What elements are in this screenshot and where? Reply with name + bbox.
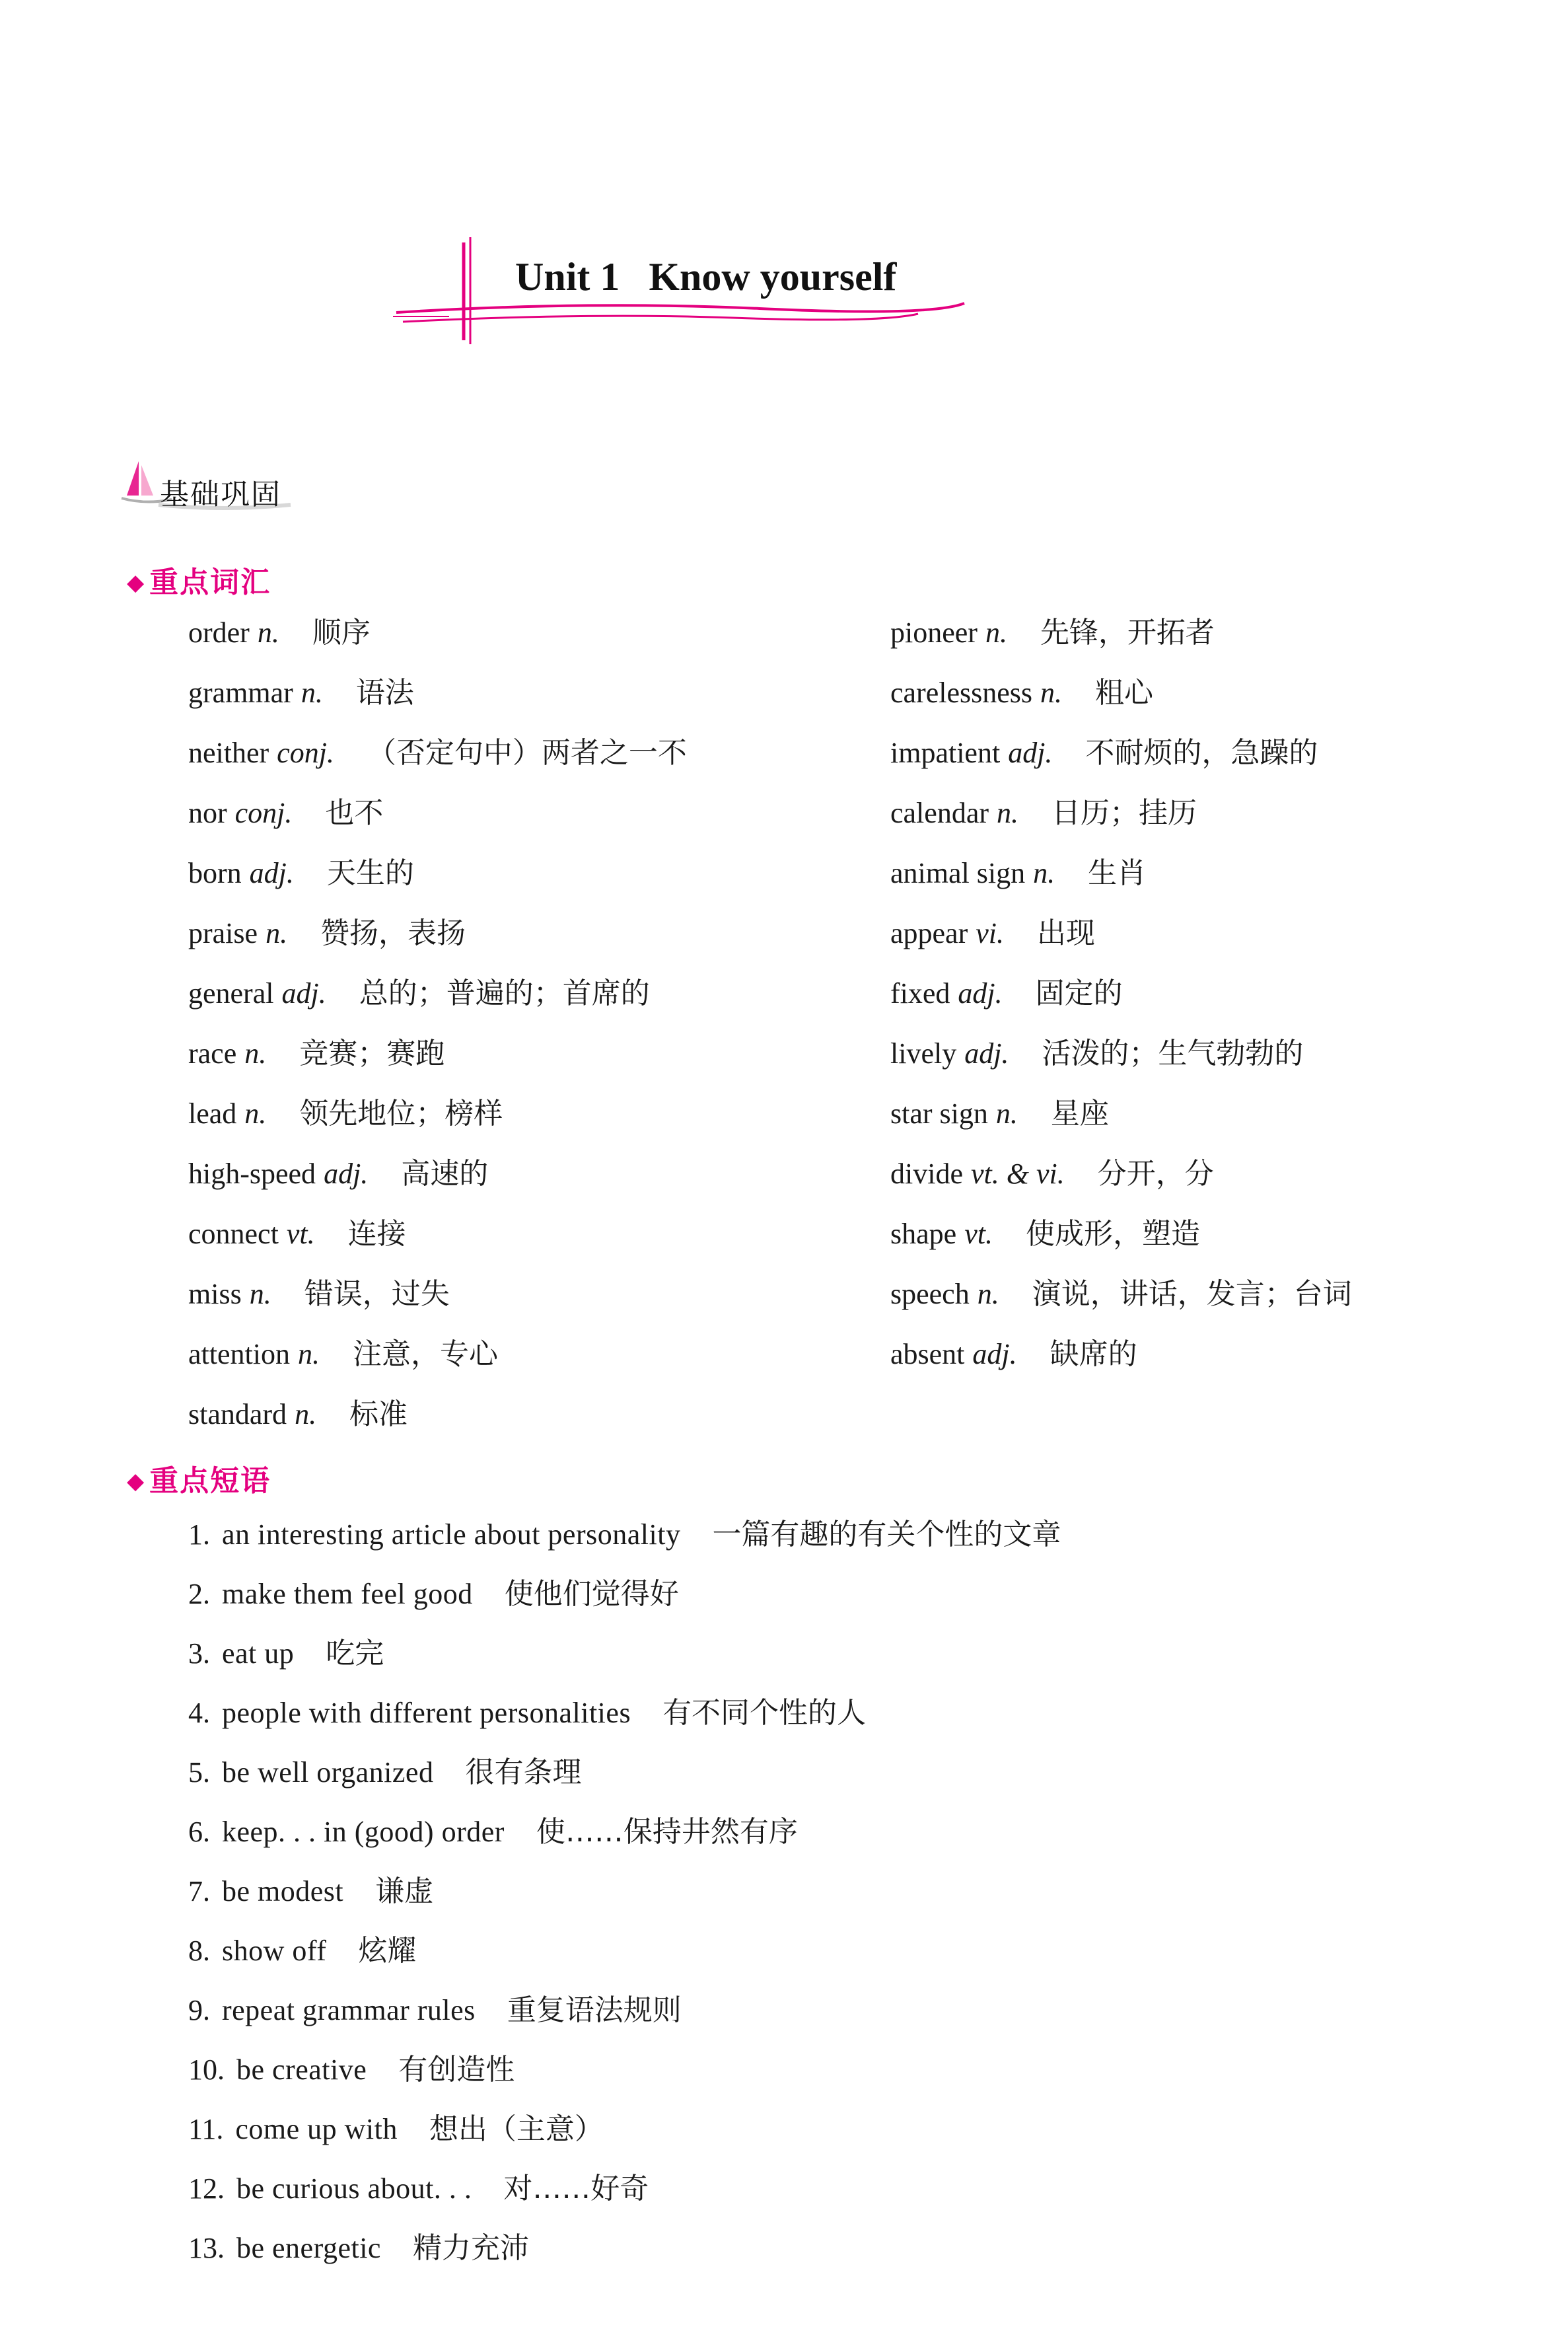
phrase-item: 4. people with different personalities 有不同个性的人 [188, 1696, 867, 1730]
vocab-left-column [188, 611, 687, 1453]
vocab-item: carelessness n. 粗心 [890, 676, 1154, 710]
unit-number: Unit 1 [515, 255, 620, 299]
vocab-item: standard n. 标准 [188, 1397, 408, 1431]
diamond-icon: ◆ [127, 570, 146, 596]
vocab-item: connect vt. 连接 [188, 1217, 406, 1251]
phrase-item: 13. be energetic 精力充沛 [188, 2231, 529, 2265]
vocab-item: nor conj. 也不 [188, 796, 384, 830]
vocab-item: pioneer n. 先锋，开拓者 [890, 616, 1215, 649]
phrase-list [188, 1513, 1061, 2286]
vocab-item: absent adj. 缺席的 [890, 1337, 1137, 1371]
section-label: 基础巩固 [160, 478, 281, 511]
phrase-item: 9. repeat grammar rules 重复语法规则 [188, 1993, 682, 2027]
vocab-heading: ◆ 重点词汇 [127, 566, 271, 599]
vocab-item: appear vi. 出现 [890, 916, 1096, 950]
vocab-item: neither conj. （否定句中）两者之一不 [188, 736, 687, 770]
vocab-item: born adj. 天生的 [188, 856, 414, 890]
phrase-item: 12. be curious about. . . 对……好奇 [188, 2172, 649, 2205]
vocab-item: lead n. 领先地位；榜样 [188, 1097, 503, 1130]
vocab-item: race n. 竞赛；赛跑 [188, 1037, 445, 1070]
phrase-item: 5. be well organized 很有条理 [188, 1755, 582, 1789]
vocab-item: divide vt. & vi. 分开，分 [890, 1157, 1214, 1191]
vocab-item: order n. 顺序 [188, 616, 371, 649]
vocab-right-column [890, 611, 1352, 1393]
vocab-item: speech n. 演说，讲话，发言；台词 [890, 1277, 1352, 1311]
phrase-item: 2. make them feel good 使他们觉得好 [188, 1577, 679, 1611]
vocab-item: lively adj. 活泼的；生气勃勃的 [890, 1037, 1304, 1070]
phrase-heading: ◆ 重点短语 [127, 1464, 271, 1498]
diamond-icon: ◆ [127, 1468, 146, 1495]
phrase-item: 7. be modest 谦虚 [188, 1874, 434, 1908]
vocab-item: shape vt. 使成形，塑造 [890, 1217, 1200, 1251]
phrase-item: 10. be creative 有创造性 [188, 2053, 515, 2086]
vocab-item: general adj. 总的；普遍的；首席的 [188, 977, 650, 1010]
unit-name: Know yourself [649, 255, 897, 299]
phrase-item: 3. eat up 吃完 [188, 1637, 384, 1670]
vocab-item: impatient adj. 不耐烦的，急躁的 [890, 736, 1318, 770]
vocab-item: star sign n. 星座 [890, 1097, 1109, 1130]
vocab-item: calendar n. 日历；挂历 [890, 796, 1197, 830]
phrase-item: 8. show off 炫耀 [188, 1934, 417, 1968]
vocab-item: praise n. 赞扬，表扬 [188, 916, 466, 950]
phrase-item: 11. come up with 想出（主意） [188, 2112, 604, 2146]
phrase-item: 1. an interesting article about personality 一篇有趣的有关个性的文章 [188, 1518, 1061, 1551]
vocab-item: animal sign n. 生肖 [890, 856, 1147, 890]
vocab-item: miss n. 错误，过失 [188, 1277, 450, 1311]
section-badge [119, 456, 317, 515]
vocab-item: attention n. 注意，专心 [188, 1337, 498, 1371]
vocab-item: high-speed adj. 高速的 [188, 1157, 489, 1191]
vocab-item: grammar n. 语法 [188, 676, 414, 710]
vocab-item: fixed adj. 固定的 [890, 977, 1123, 1010]
unit-title [390, 235, 984, 353]
phrase-item: 6. keep. . . in (good) order 使……保持井然有序 [188, 1815, 798, 1849]
